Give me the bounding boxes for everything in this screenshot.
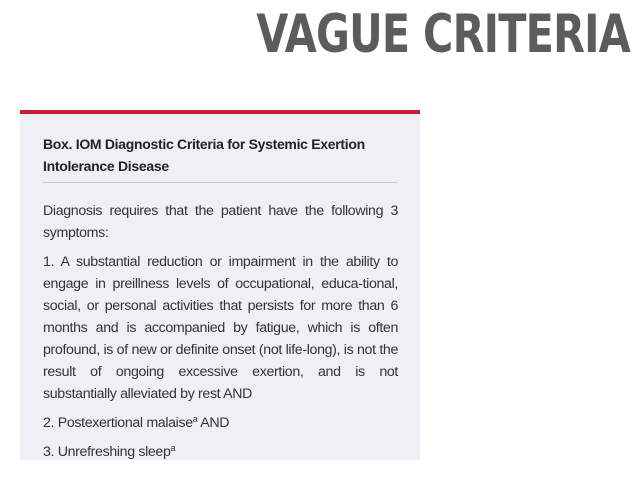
diagnosis-intro: Diagnosis requires that the patient have the following 3 symptoms:: [43, 203, 398, 241]
criteria-box: [20, 110, 420, 460]
criterion-2-footnote: a: [192, 414, 198, 424]
slide-title: VAGUE CRITERIA: [256, 4, 630, 65]
box-body: [43, 200, 398, 470]
criterion-1: 1. A substantial reduction or impairment in the ability to engage in preillness levels of occupational, educa-tional, social, or personal activities that persists for more than 6 months and is accompanied by fatigue, which is often profound, is of new or definite onset (not life-long), is not the result of ongoing excessive exertion, and is not substantially alleviated by rest AND: [43, 254, 398, 402]
criterion-3: [43, 441, 398, 463]
box-divider: [43, 182, 397, 183]
box-title: Box. IOM Diagnostic Criteria for Systemic Exertion Intolerance Disease: [43, 136, 365, 174]
criterion-3-footnote: a: [170, 443, 176, 453]
criterion-3-text: 3. Unrefreshing sleep: [43, 444, 171, 460]
criterion-2-suffix: AND: [197, 415, 230, 431]
criterion-2: [43, 412, 398, 434]
criterion-2-text: 2. Postexertional malaise: [43, 415, 193, 431]
